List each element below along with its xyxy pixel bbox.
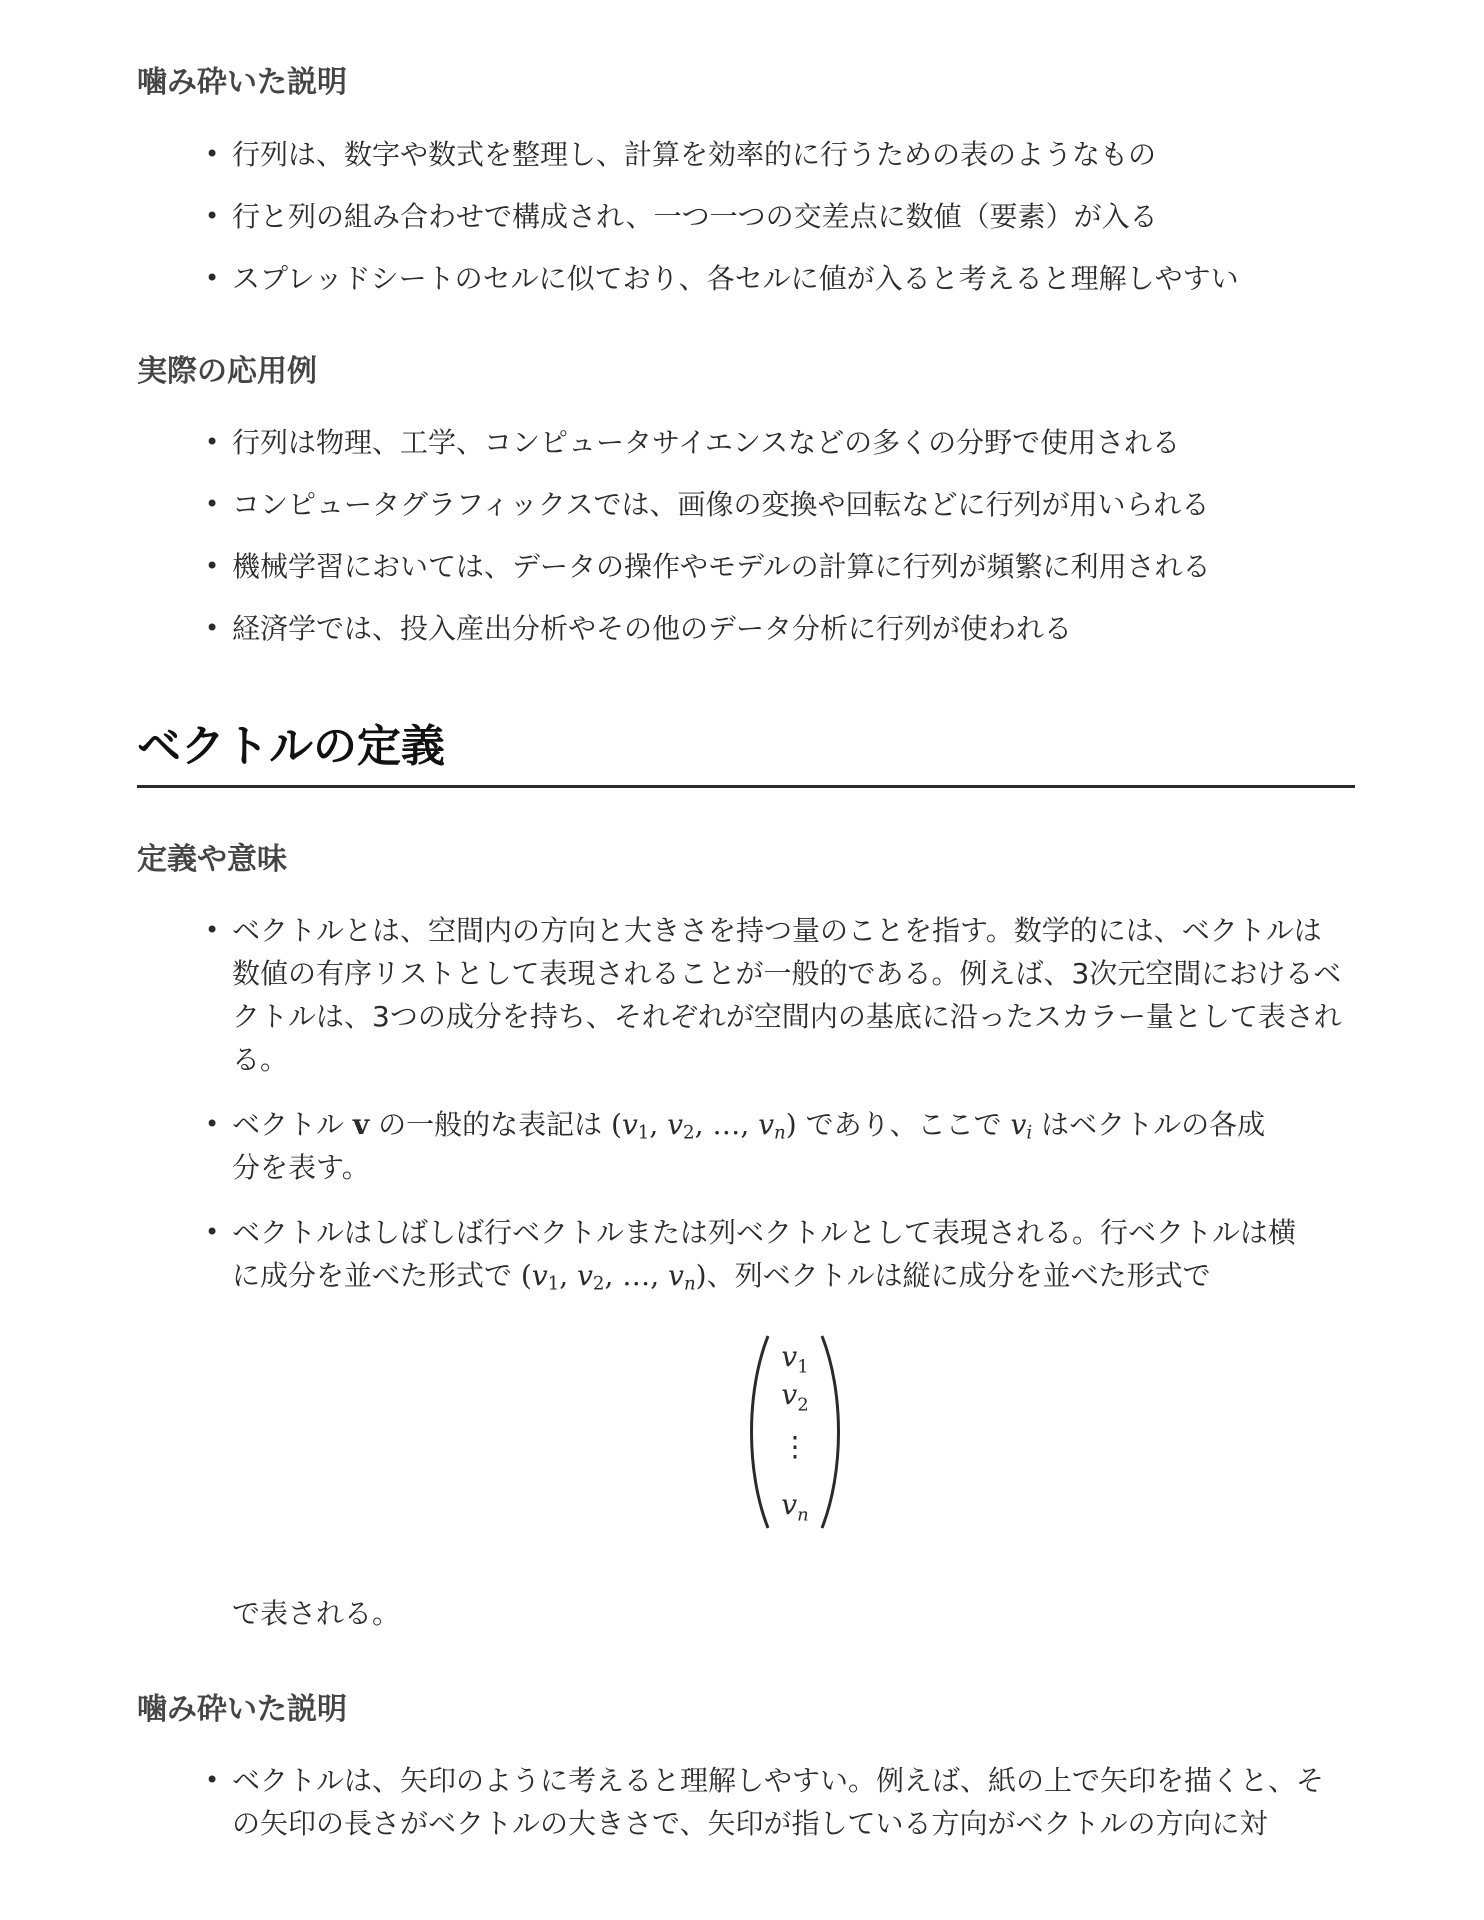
list-item-text: 行と列の組み合わせで構成され、一つ一つの交差点に数値（要素）が入る — [232, 200, 1158, 233]
bullet-icon: • — [205, 202, 220, 230]
bullet-icon: • — [205, 140, 220, 168]
list-item-text: ベクトルは、矢印のように考えると理解しやすい。例えば、紙の上で矢印を描くと、その矢印の長さがベクトルの大きさで、矢印が指している方向がベクトルの方向に対 — [232, 1764, 1325, 1840]
list-item-text: スプレッドシートのセルに似ており、各セルに値が入ると考えると理解しやすい — [232, 262, 1239, 295]
math-vector-v: v — [352, 1108, 370, 1141]
matrix-entry: $v_2$ — [781, 1378, 809, 1416]
section-heading-applications: 実際の応用例 — [137, 354, 317, 389]
list-item-text: コンピュータグラフィックスでは、画像の変換や回転などに行列が用いられる — [232, 488, 1210, 521]
matrix-vdots: ⋮ — [781, 1430, 809, 1463]
bullet-icon: • — [205, 916, 220, 944]
title-divider — [137, 785, 1355, 788]
bullet-icon: • — [205, 264, 220, 292]
list-item-text: 行列は物理、工学、コンピュータサイエンスなどの多くの分野で使用される — [232, 426, 1181, 459]
after-matrix-text: で表される。 — [232, 1597, 401, 1630]
math-tuple: ($v_1$, $v_2$, …, $v_n$) — [520, 1259, 707, 1295]
bullet-icon: • — [205, 1218, 220, 1246]
list-item-text: 機械学習においては、データの操作やモデルの計算に行列が頻繁に利用される — [232, 550, 1211, 583]
bullet-icon: • — [205, 428, 220, 456]
list-item-text: ベクトル v の一般的な表記は ($v_1$, $v_2$, …, $v_n$) であり、ここで $v_i$ はベクトルの各成 — [232, 1108, 1266, 1144]
column-vector-matrix — [750, 1332, 840, 1532]
list-item-text: 行列は、数字や数式を整理し、計算を効率的に行うための表のようなもの — [232, 138, 1157, 171]
section-heading-simple-explanation-matrix: 噛み砕いた説明 — [137, 65, 347, 100]
section-heading-definition: 定義や意味 — [137, 842, 287, 877]
list-item-text: 経済学では、投入産出分析やその他のデータ分析に行列が使われる — [232, 612, 1073, 645]
bullet-icon: • — [205, 552, 220, 580]
math-vi: $v_i$ — [1010, 1108, 1033, 1144]
matrix-entry: $v_1$ — [781, 1340, 809, 1378]
matrix-entry: $v_n$ — [781, 1488, 809, 1526]
bullet-icon: • — [205, 1766, 220, 1794]
list-item-text-continued: に成分を並べた形式で ($v_1$, $v_2$, …, $v_n$)、列ベクトルは縦に成分を並べた形式で — [232, 1259, 1211, 1295]
bullet-icon: • — [205, 614, 220, 642]
list-item-text-continued: 分を表す。 — [232, 1151, 370, 1184]
section-title-vector-definition: ベクトルの定義 — [137, 721, 445, 772]
bullet-icon: • — [205, 1110, 220, 1138]
math-tuple: ($v_1$, $v_2$, …, $v_n$) — [611, 1108, 797, 1144]
bullet-icon: • — [205, 490, 220, 518]
list-item-text: ベクトルとは、空間内の方向と大きさを持つ量のことを指す。数学的には、ベクトルは数値の有序リストとして表現されることが一般的である。例えば、3次元空間におけるベクトルは、3つの成分を持ち、それぞれが空間内の基底に沿ったスカラー量として表される。 — [232, 914, 1342, 1076]
section-heading-simple-explanation-vector: 噛み砕いた説明 — [137, 1692, 347, 1727]
list-item-text: ベクトルはしばしば行ベクトルまたは列ベクトルとして表現される。行ベクトルは横 — [232, 1216, 1297, 1249]
